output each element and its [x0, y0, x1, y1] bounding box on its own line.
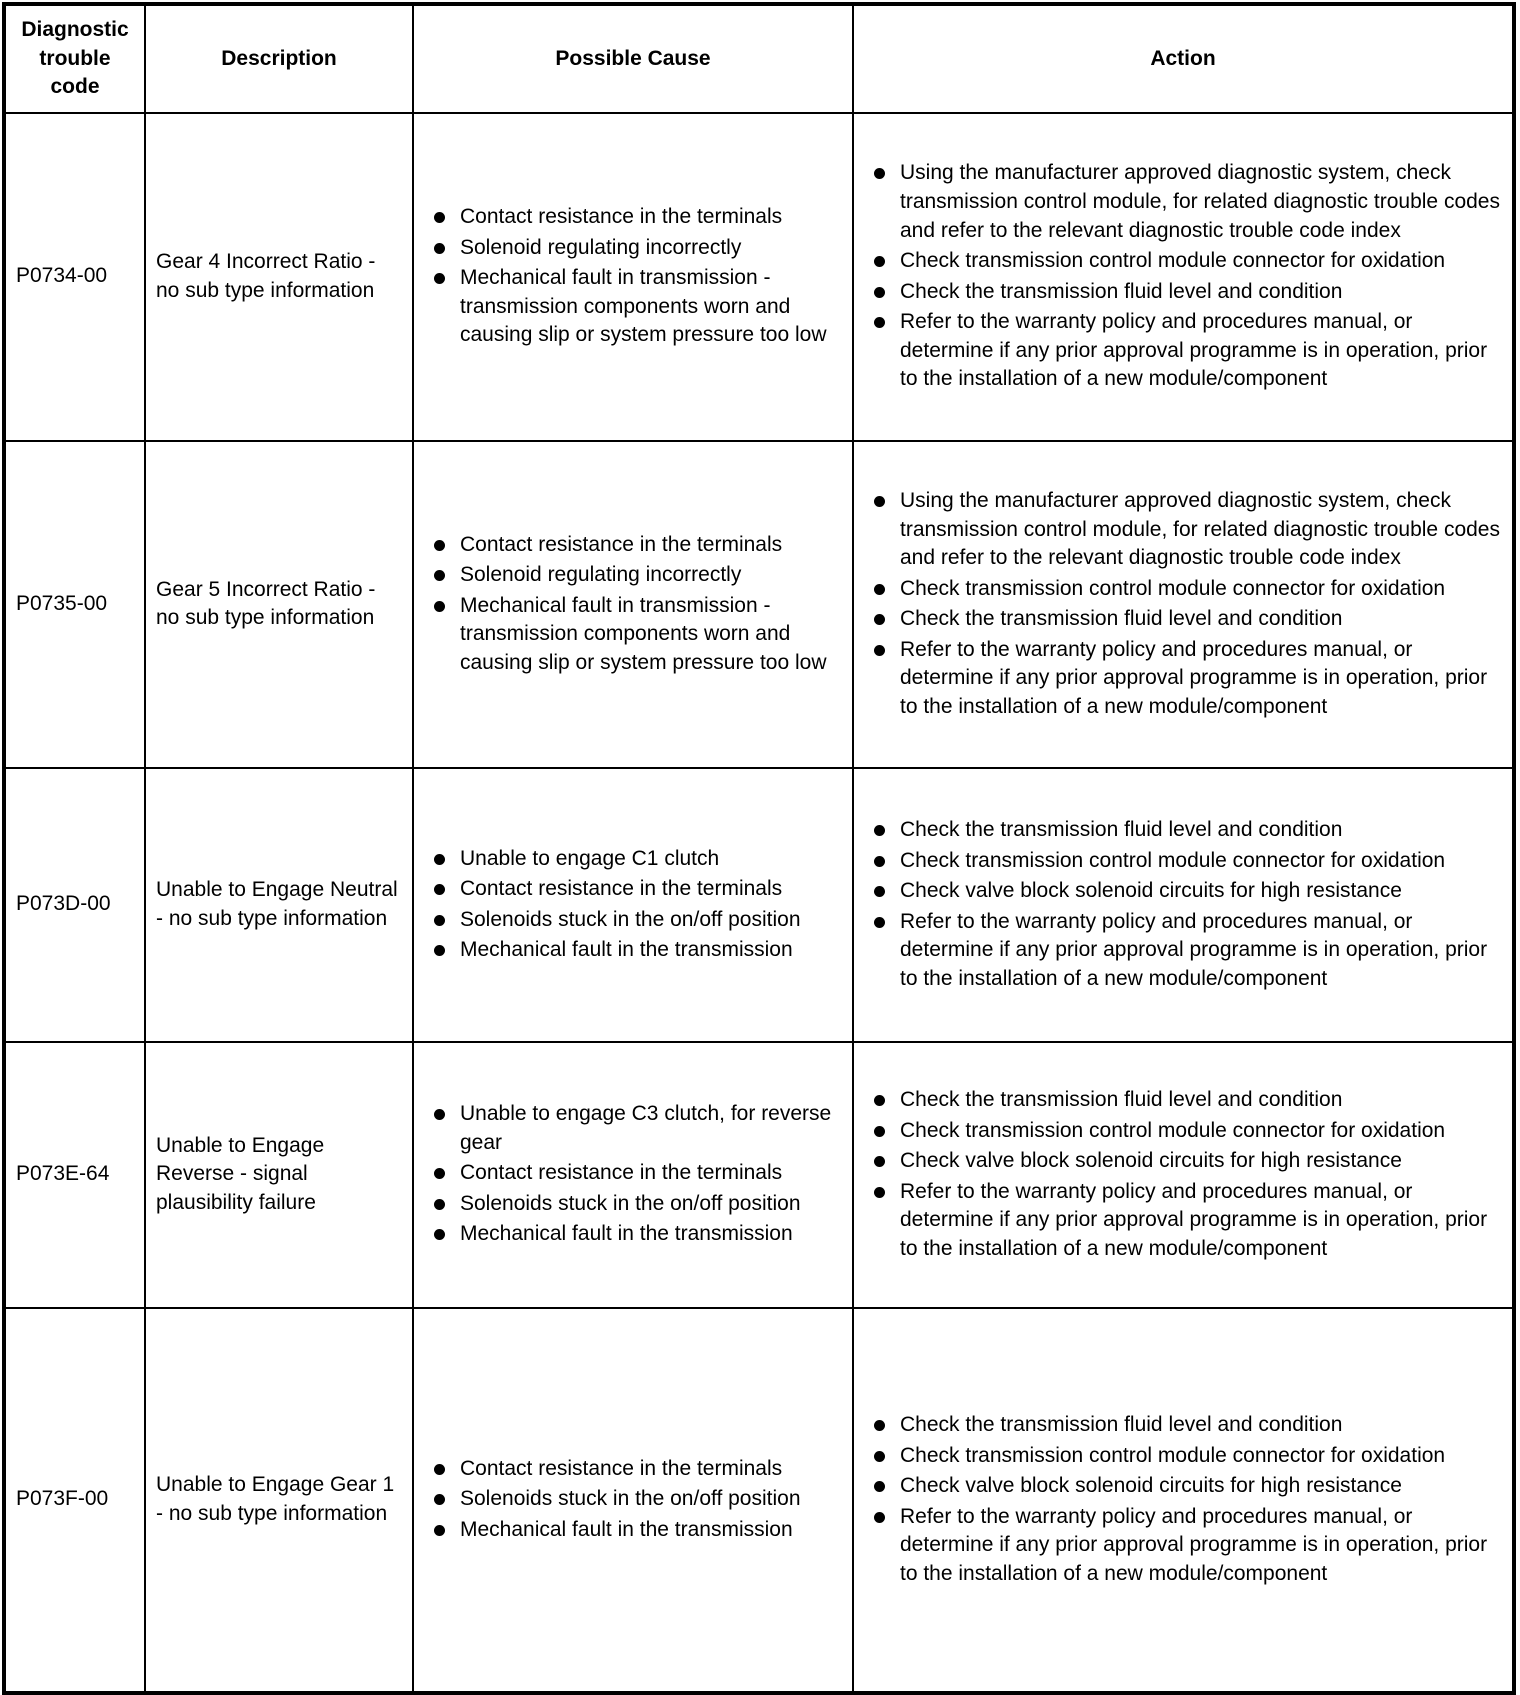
possible-cause-item: Solenoid regulating incorrectly — [428, 561, 844, 590]
header-possible-cause: Possible Cause — [413, 4, 853, 113]
possible-cause-list — [428, 531, 844, 678]
possible-cause-item: Solenoids stuck in the on/off position — [428, 906, 844, 935]
dtc-code: P073D-00 — [16, 892, 111, 916]
action-item: Check the transmission fluid level and condition — [868, 278, 1504, 307]
possible-cause-item: Mechanical fault in the transmission — [428, 1220, 844, 1249]
dtc-code-cell — [4, 113, 145, 441]
possible-cause-item: Contact resistance in the terminals — [428, 1159, 844, 1188]
possible-cause-item: Unable to engage C3 clutch, for reverse gear — [428, 1100, 844, 1157]
action-item: Check the transmission fluid level and condition — [868, 605, 1504, 634]
action-list — [868, 159, 1504, 393]
possible-cause-item: Solenoid regulating incorrectly — [428, 234, 844, 263]
possible-cause-item: Mechanical fault in the transmission — [428, 1516, 844, 1545]
action-item: Check transmission control module connector for oxidation — [868, 575, 1504, 604]
dtc-description: Unable to Engage Gear 1 - no sub type information — [156, 1473, 395, 1525]
description-cell — [145, 1308, 413, 1693]
description-cell — [145, 113, 413, 441]
dtc-table — [2, 2, 1516, 1695]
possible-cause-list — [428, 845, 844, 965]
dtc-description: Unable to Engage Neutral - no sub type information — [156, 878, 398, 930]
dtc-code: P0734-00 — [16, 264, 108, 288]
dtc-code: P0735-00 — [16, 591, 108, 615]
dtc-code-cell — [4, 441, 145, 768]
action-list — [868, 1086, 1504, 1263]
possible-cause-item: Solenoids stuck in the on/off position — [428, 1485, 844, 1514]
action-item: Refer to the warranty policy and procedures manual, or determine if any prior approval programme is in operation, prior to the installation of a new module/component — [868, 308, 1504, 394]
header-diagnostic-trouble-code: Diagnostic trouble code — [4, 4, 145, 113]
table-row — [4, 113, 1514, 441]
action-item: Refer to the warranty policy and procedures manual, or determine if any prior approval programme is in operation, prior to the installation of a new module/component — [868, 636, 1504, 722]
action-cell — [853, 768, 1514, 1042]
possible-cause-item: Mechanical fault in the transmission — [428, 936, 844, 965]
action-item: Refer to the warranty policy and procedures manual, or determine if any prior approval programme is in operation, prior to the installation of a new module/component — [868, 1178, 1504, 1264]
dtc-code-cell — [4, 1042, 145, 1308]
table-row — [4, 1308, 1514, 1693]
description-cell — [145, 768, 413, 1042]
possible-cause-list — [428, 203, 844, 350]
dtc-code-cell — [4, 768, 145, 1042]
possible-cause-cell — [413, 441, 853, 768]
action-item: Check transmission control module connector for oxidation — [868, 1117, 1504, 1146]
action-item: Check transmission control module connector for oxidation — [868, 847, 1504, 876]
dtc-code-cell — [4, 1308, 145, 1693]
possible-cause-item: Unable to engage C1 clutch — [428, 845, 844, 874]
header-action: Action — [853, 4, 1514, 113]
possible-cause-cell — [413, 1308, 853, 1693]
action-item: Using the manufacturer approved diagnostic system, check transmission control module, for related diagnostic trouble codes and refer to the relevant diagnostic trouble code index — [868, 159, 1504, 245]
action-cell — [853, 1042, 1514, 1308]
header-row — [4, 4, 1514, 113]
action-item: Refer to the warranty policy and procedures manual, or determine if any prior approval programme is in operation, prior to the installation of a new module/component — [868, 1503, 1504, 1589]
action-item: Check the transmission fluid level and condition — [868, 1086, 1504, 1115]
action-item: Refer to the warranty policy and procedures manual, or determine if any prior approval programme is in operation, prior to the installation of a new module/component — [868, 908, 1504, 994]
action-list — [868, 487, 1504, 721]
table-row — [4, 768, 1514, 1042]
table-row — [4, 441, 1514, 768]
dtc-description: Gear 4 Incorrect Ratio - no sub type information — [156, 250, 376, 302]
possible-cause-item: Contact resistance in the terminals — [428, 875, 844, 904]
possible-cause-item: Solenoids stuck in the on/off position — [428, 1190, 844, 1219]
action-cell — [853, 113, 1514, 441]
action-item: Using the manufacturer approved diagnostic system, check transmission control module, for related diagnostic trouble codes and refer to the relevant diagnostic trouble code index — [868, 487, 1504, 573]
dtc-description: Unable to Engage Reverse - signal plausibility failure — [156, 1133, 325, 1214]
possible-cause-item: Mechanical fault in transmission - transmission components worn and causing slip or system pressure too low — [428, 264, 844, 350]
dtc-code: P073F-00 — [16, 1487, 109, 1511]
possible-cause-item: Contact resistance in the terminals — [428, 203, 844, 232]
possible-cause-cell — [413, 113, 853, 441]
dtc-code: P073E-64 — [16, 1162, 110, 1186]
possible-cause-list — [428, 1100, 844, 1249]
dtc-description: Gear 5 Incorrect Ratio - no sub type information — [156, 577, 376, 630]
possible-cause-cell — [413, 1042, 853, 1308]
header-description: Description — [145, 4, 413, 113]
action-item: Check the transmission fluid level and condition — [868, 1411, 1504, 1440]
dtc-table-body — [4, 113, 1514, 1693]
possible-cause-cell — [413, 768, 853, 1042]
action-item: Check valve block solenoid circuits for high resistance — [868, 1472, 1504, 1501]
action-item: Check transmission control module connector for oxidation — [868, 247, 1504, 276]
action-item: Check transmission control module connector for oxidation — [868, 1442, 1504, 1471]
action-cell — [853, 1308, 1514, 1693]
table-row — [4, 1042, 1514, 1308]
description-cell — [145, 441, 413, 768]
possible-cause-list — [428, 1455, 844, 1545]
possible-cause-item: Mechanical fault in transmission - transmission components worn and causing slip or system pressure too low — [428, 592, 844, 678]
action-item: Check valve block solenoid circuits for high resistance — [868, 877, 1504, 906]
description-cell — [145, 1042, 413, 1308]
possible-cause-item: Contact resistance in the terminals — [428, 531, 844, 560]
action-list — [868, 1411, 1504, 1588]
action-list — [868, 816, 1504, 993]
possible-cause-item: Contact resistance in the terminals — [428, 1455, 844, 1484]
action-item: Check valve block solenoid circuits for high resistance — [868, 1147, 1504, 1176]
action-cell — [853, 441, 1514, 768]
dtc-table-header — [4, 4, 1514, 113]
action-item: Check the transmission fluid level and condition — [868, 816, 1504, 845]
